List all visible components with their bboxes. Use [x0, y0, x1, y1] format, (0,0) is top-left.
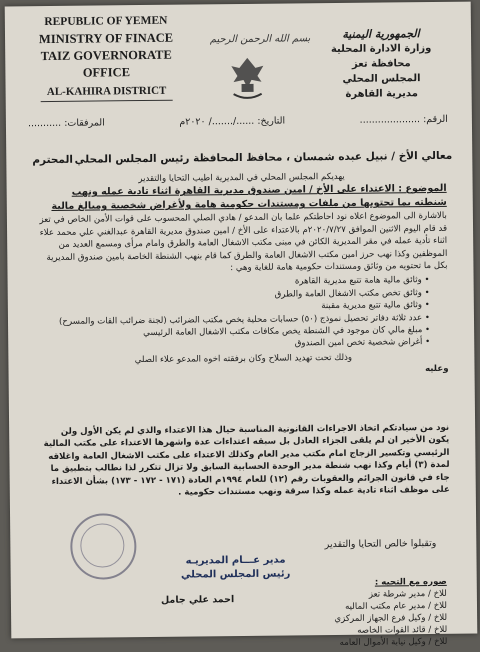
letterhead-en-line1: REPUBLIC OF YEMEN	[44, 14, 168, 29]
list-item: للاخ / وكيل نيابة الأموال العامه	[339, 636, 448, 648]
subject-line: الموضوع : الاعتداء على الأخ / امين صندوق مديرية القاهرة اثناء تادية عمله ونهب شنطته بما تحتويها من ملفات ومستندات حكومية هامة ولأغراض شخصية ومبالغ مالية	[51, 183, 447, 213]
official-stamp-icon	[70, 513, 137, 580]
incident-tail: وذلك تحت تهديد السلاح وكان برفقته اخوه المدعو علاء الصلي	[134, 352, 353, 365]
list-item: للاخ / مدير شرطة تعز	[368, 588, 447, 600]
basmala-text: بسم الله الرحمن الرحيم	[209, 33, 311, 46]
list-item: • وثائق مالية تتبع مديرية مقبنة	[38, 299, 430, 316]
list-item: للاخ / وكيل فرع الجهاز المركزي	[334, 612, 448, 625]
ref-number: الرقم: ....................	[359, 113, 448, 126]
letterhead-en-line2: MINISTRY OF FINACE	[38, 30, 174, 47]
closing-line: وتقبلوا خالص التحايا والتقدير	[324, 537, 437, 551]
letterhead-ar-line3: محافظة تعز	[351, 58, 411, 70]
arabic-letterhead	[311, 26, 452, 102]
ref-date: التاريخ: ....../......./ ٢٠٢٠م	[179, 115, 286, 128]
therefore-note: وعليه	[425, 364, 449, 375]
letterhead-ar-line5: مديرية القاهرة	[345, 88, 418, 100]
incident-paragraph: بالاشارة الى الموضوع اعلاه نود احاطتكم علما بان المدعو / هادي الصلي المحسوب على قوات الأمن الخاص في تعز قد قام اليوم الاثنين الموافق ٢٠٢٠/٧/٢٧م بالاعتداء على الأخ / امين صندوق مديرية القاهرة عبدالغني علي محمد علاء اثناء تأدية عمله في مقر المديرية الكائن في مبنى مكتب الاشغال العامة والطرق وامام مرأى ومسمع العديد من الموظفين وكذا نهب حرز امين مكتب الاشغال العامة والطرق كما قام بنهب الشنطة الخاصة بامين صندوق المديرية بكل ما تحتويه من وثائق ومستندات حكومية هامة للغاية وهي :	[39, 211, 448, 274]
yemen-emblem-icon	[227, 54, 268, 102]
recipient-line	[32, 150, 452, 166]
signatory-name: احمد علي جامل	[160, 594, 235, 606]
list-item: • وثائق مالية هامة تتبع مديرية القاهرة	[38, 274, 430, 291]
letter-body-part2	[39, 422, 450, 501]
recipient-honorific: المحترم	[32, 153, 74, 167]
letterhead-ar-line2: وزارة الادارة المحلية	[330, 42, 432, 56]
request-paragraph: نود من سيادتكم اتخاذ الاجراءات القانونية المناسبة حيال هذا الاعتداء والذي لم يكن الأول ولن يكون الأخير ان لم يلقى الجزاء العادل بل سبقه اعتداءات عدة واشهرها الاعتداء على مكتب المالية الرئيسي وتكسير الزجاج امام مكتب مدير العام وكذلك الاعتداء على مكتب الاشغال العامة واغلاقه لمدة (٣) أيام وكذا نهب شنطة مدير الوحدة الحسابية السابق ولا تزال تتكرر لذا نطالب بتطبيق ما جاء في قانون الجرائم والعقوبات رقم (١٢) للعام ١٩٩٤م العادة (١٧١ - ١٧٢ - ١٧٣) بشأن الاعتداء على موظف اثناء تادية عمله وكذا سرقة ونهب مستندات حكومية .	[43, 422, 450, 498]
letterhead-ar-line4: المجلس المحلي	[342, 73, 421, 85]
recipient-name: معالي الأخ / نبيل عبده شمسان ، محافظ المحافظة رئيس المجلس المحلي	[74, 149, 453, 166]
letter-body-part1	[36, 170, 448, 380]
stolen-items-list	[38, 274, 431, 353]
signatory-title-1: مدير عـــام المديريـه	[185, 554, 286, 567]
letterhead-ar-line1: الجمهورية اليمنية	[342, 27, 420, 41]
list-item: للاخ / مدير عام مكتب الماليه	[344, 600, 448, 612]
letterhead-en-line4: OFFICE	[82, 65, 131, 80]
list-item: • مبلغ مالي كان موجود في الشنطة يخص مكافات مكتب الاشغال العامة الرئيسي	[38, 324, 430, 341]
ref-attachments: المرفقات: ...........	[27, 117, 105, 130]
document-page	[5, 2, 478, 648]
list-item: • وثائق تخص مكتب الاشغال العامة والطرق	[38, 287, 430, 304]
copies-title: صوره مع التحيه :	[374, 576, 447, 588]
list-item: للاخ / قائد القوات الخاصه	[357, 624, 448, 636]
english-letterhead	[31, 13, 182, 103]
list-item: • أغراض شخصية تخص امين الصندوق	[38, 336, 430, 353]
signatory-title-2: رئيس المجلس المحلي	[180, 568, 291, 581]
letterhead-en-line3: TAIZ GOVERNORATE	[40, 47, 172, 64]
salutation: يهديكم المجلس المحلي في المديرية اطيب التحايا والتقدير	[138, 171, 345, 185]
list-item: • عدد ثلاثة دفاتر تحصيل نموذج (٥٠) حسابات محلية يخص مكتب الضرائب (لجنة ضرائب القات والمسرح)	[38, 312, 430, 329]
copies-to-list	[217, 576, 448, 650]
letterhead-en-line5: AL-KAHIRA DISTRICT	[41, 83, 173, 102]
reference-row	[28, 114, 448, 129]
